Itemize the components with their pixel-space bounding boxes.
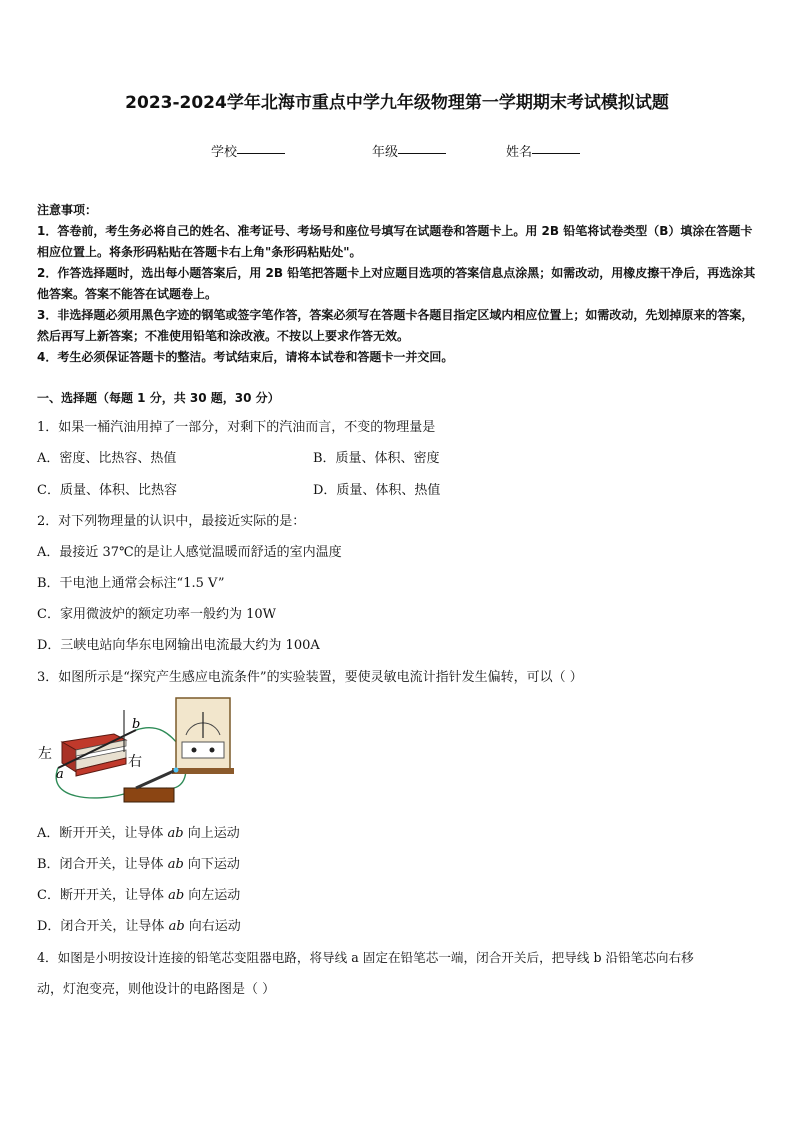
notice-item-3: 3．非选择题必须用黑色字迹的钢笔或签字笔作答，答案必须写在答题卡各题目指定区域内相应位置上；如需改动，先划掉原来的答案，然后再写上新答案；不准使用铅笔和涂改液。不按以上要求作答无效。 (37, 308, 754, 343)
name-blank[interactable] (532, 141, 580, 154)
induction-apparatus-illustration (36, 690, 236, 815)
q4-stem-line-1: 4．如图是小明按设计连接的铅笔芯变阻器电路，将导线 a 固定在铅笔芯一端，闭合开关后，把导线 b 沿铅笔芯向右移 (37, 950, 694, 965)
q2-option-b[interactable]: B．干电池上通常会标注“1.5 V” (37, 576, 225, 591)
q2-option-a[interactable]: A．最接近 37℃的是让人感觉温暖而舒适的室内温度 (37, 545, 342, 560)
grade-field[interactable]: 年级 (372, 141, 398, 160)
school-field[interactable]: 学校 (211, 141, 237, 160)
q2-option-c[interactable]: C．家用微波炉的额定功率一般约为 10W (37, 607, 276, 622)
q1-option-d[interactable]: D．质量、体积、热值 (313, 483, 441, 498)
q3-figure (36, 690, 236, 815)
q1-option-a[interactable]: A．密度、比热容、热值 (37, 451, 177, 466)
q4-stem-line-2: 动，灯泡变亮，则他设计的电路图是（ ） (37, 982, 276, 997)
q3-option-a[interactable]: A．断开开关，让导体 ab 向上运动 (37, 826, 240, 841)
fig-label-right: 右 (128, 754, 142, 770)
school-blank[interactable] (237, 141, 285, 154)
q2-stem: 2．对下列物理量的认识中，最接近实际的是： (37, 514, 306, 529)
q3-option-d[interactable]: D．闭合开关，让导体 ab 向右运动 (37, 919, 241, 934)
q2-option-d[interactable]: D．三峡电站向华东电网输出电流最大约为 100A (37, 638, 320, 653)
fig-label-left: 左 (38, 746, 52, 762)
notice-item-1: 1．答卷前，考生务必将自己的姓名、准考证号、考场号和座位号填写在试题卷和答题卡上。用 2B 铅笔将试卷类型（B）填涂在答题卡相应位置上。将条形码粘贴在答题卡右上角"条形码粘贴处"。 (37, 224, 753, 259)
q1-stem: 1．如果一桶汽油用掉了一部分，对剩下的汽油而言，不变的物理量是 (37, 420, 436, 435)
page-title: 2023-2024学年北海市重点中学九年级物理第一学期期末考试模拟试题 (125, 93, 669, 113)
q3-option-b[interactable]: B．闭合开关，让导体 ab 向下运动 (37, 857, 240, 872)
notice-item-4: 4．考生必须保证答题卡的整洁。考试结束后，请将本试卷和答题卡一并交回。 (37, 350, 454, 364)
fig-label-b: b (132, 717, 141, 732)
section-heading: 一、选择题（每题 1 分，共 30 题，30 分） (37, 391, 280, 405)
q3-stem: 3．如图所示是“探究产生感应电流条件”的实验装置，要使灵敏电流计指针发生偏转，可以（ ） (37, 670, 583, 685)
notice-item-2: 2．作答选择题时，选出每小题答案后，用 2B 铅笔把答题卡上对应题目选项的答案信息点涂黑；如需改动，用橡皮擦干净后，再选涂其他答案。答案不能答在试题卷上。 (37, 266, 756, 301)
q1-option-b[interactable]: B．质量、体积、密度 (313, 451, 440, 466)
notice-heading: 注意事项： (37, 203, 98, 217)
q1-option-c[interactable]: C．质量、体积、比热容 (37, 483, 177, 498)
q3-option-c[interactable]: C．断开开关，让导体 ab 向左运动 (37, 888, 241, 903)
name-field[interactable]: 姓名 (506, 141, 532, 160)
grade-blank[interactable] (398, 141, 446, 154)
fig-label-a: a (56, 767, 64, 782)
